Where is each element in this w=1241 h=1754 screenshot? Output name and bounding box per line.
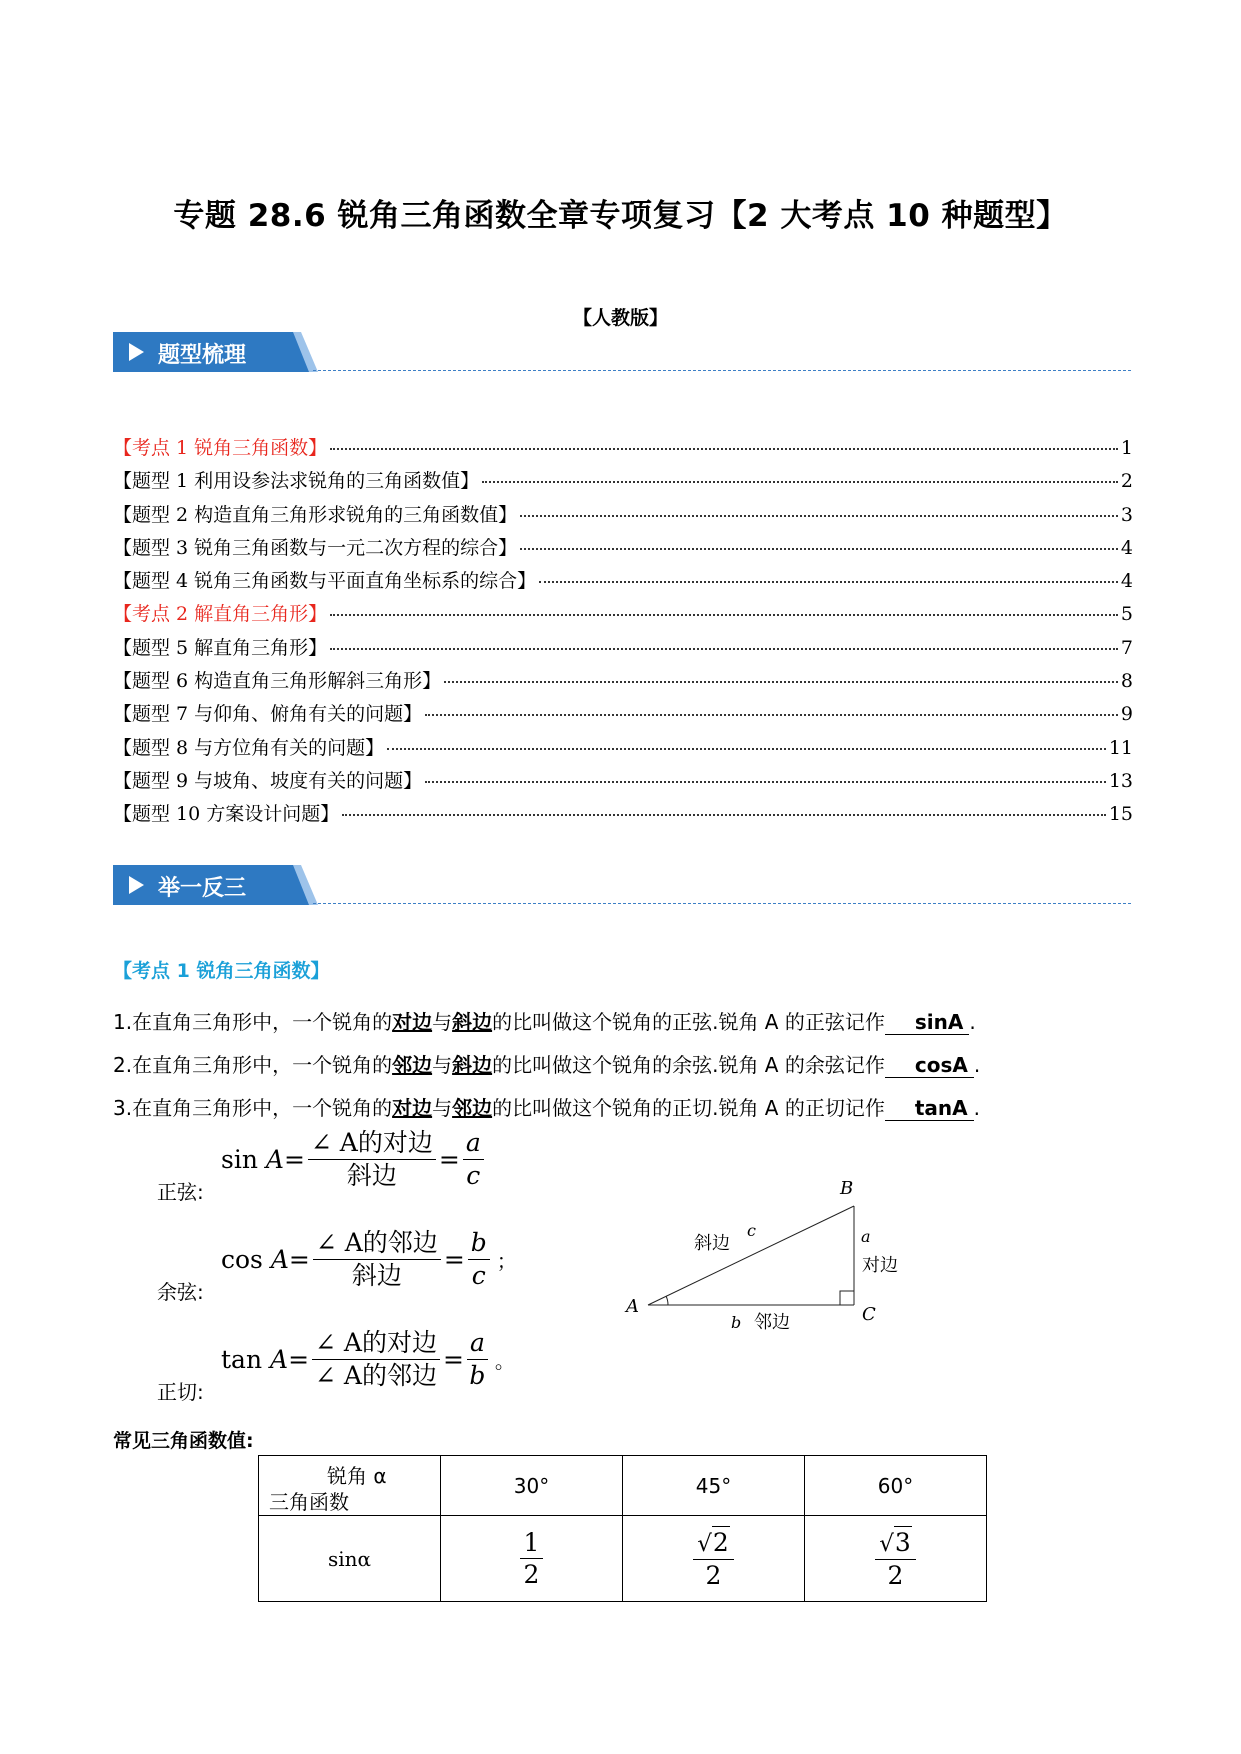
section-header-examples (113, 865, 1131, 905)
divider (313, 370, 1131, 371)
formula-cosine: cos A = $\frac{\text{∠ A的邻边}}{\text{斜边}}$ = $\frac{b}{c}$ ； (221, 1228, 517, 1290)
toc-leader-dots (425, 781, 1106, 783)
toc-item[interactable] (113, 566, 1133, 599)
toc-item-title: 【题型 5 解直角三角形】 (113, 636, 328, 659)
angle-header: 45° (623, 1456, 805, 1516)
side-b-label: b (731, 1313, 742, 1332)
angle-arc (666, 1296, 668, 1305)
toc-item[interactable] (113, 599, 1133, 632)
right-angle-mark (840, 1291, 854, 1305)
toc-item[interactable] (113, 666, 1133, 699)
value-cell: √ 2 2 (623, 1516, 805, 1602)
adjacent-text: 邻边 (754, 1312, 790, 1333)
toc-item-title: 【题型 7 与仰角、俯角有关的问题】 (113, 703, 423, 726)
toc-item-page: 2 (1120, 470, 1133, 493)
answer-blank: tanA (885, 1096, 974, 1121)
play-triangle-icon (129, 343, 144, 361)
section-header-toc (113, 332, 1131, 372)
toc-leader-dots (342, 814, 1106, 816)
toc-item-page: 4 (1120, 570, 1133, 593)
formula-label-tangent: 正切: (157, 1380, 204, 1404)
kp1-heading: 【考点 1 锐角三角函数】 (113, 960, 330, 982)
toc-item-title: 【题型 3 锐角三角函数与一元二次方程的综合】 (113, 536, 518, 559)
common-values-label: 常见三角函数值: (113, 1430, 254, 1452)
toc-leader-dots (330, 614, 1118, 616)
section-title: 举一反三 (158, 876, 247, 901)
answer-blank: sinA (885, 1010, 969, 1035)
toc-item-page: 11 (1108, 736, 1133, 759)
toc-item-page: 9 (1120, 703, 1133, 726)
toc-leader-dots (330, 448, 1118, 450)
row-label: sinα (259, 1516, 441, 1602)
definition-sine: 1.在直角三角形中，一个锐角的对边与斜边的比叫做这个锐角的正弦.锐角 A 的正弦记作 sinA . (113, 1010, 976, 1034)
toc-leader-dots (387, 748, 1106, 750)
formula-tangent: tan A = $\frac{\text{∠ A的对边}}{\text{∠ A的邻边}}$ = $\frac{a}{b}$ 。 (221, 1328, 515, 1390)
toc-item-title: 【题型 4 锐角三角函数与平面直角坐标系的综合】 (113, 570, 537, 593)
right-triangle-diagram (614, 1170, 914, 1340)
trig-values-table (258, 1455, 987, 1602)
toc-item-page: 15 (1108, 803, 1133, 826)
toc-leader-dots (539, 581, 1118, 583)
toc-leader-dots (330, 648, 1118, 650)
divider (313, 903, 1131, 904)
table-of-contents (113, 433, 1133, 833)
toc-item[interactable] (113, 466, 1133, 499)
edition-label: 【人教版】 (572, 307, 668, 329)
definition-tangent: 3.在直角三角形中，一个锐角的对边与邻边的比叫做这个锐角的正切.锐角 A 的正切记作 tanA . (113, 1096, 980, 1120)
toc-item[interactable] (113, 799, 1133, 832)
toc-item-title: 【题型 9 与坡角、坡度有关的问题】 (113, 769, 423, 792)
toc-item-title: 【题型 10 方案设计问题】 (113, 803, 340, 826)
formula-label-sine: 正弦: (157, 1180, 204, 1204)
toc-item-title: 【考点 2 解直角三角形】 (113, 603, 328, 626)
side-c-label: c (747, 1221, 756, 1240)
toc-item[interactable] (113, 500, 1133, 533)
toc-item-page: 5 (1120, 603, 1133, 626)
formula-label-cosine: 余弦: (157, 1280, 204, 1304)
toc-leader-dots (520, 548, 1118, 550)
toc-leader-dots (444, 681, 1118, 683)
angle-header: 30° (441, 1456, 623, 1516)
toc-item[interactable] (113, 766, 1133, 799)
toc-item-title: 【题型 6 构造直角三角形解斜三角形】 (113, 670, 442, 693)
header-corner-cell: 锐角 α 三角函数 (259, 1456, 441, 1516)
vertex-a-label: A (626, 1296, 639, 1317)
hypotenuse-text: 斜边 (694, 1233, 730, 1254)
toc-item-page: 8 (1120, 670, 1133, 693)
toc-item-title: 【题型 1 利用设参法求锐角的三角函数值】 (113, 470, 480, 493)
play-triangle-icon (129, 876, 144, 894)
table-row (259, 1516, 987, 1602)
angle-header: 60° (805, 1456, 987, 1516)
value-cell: √ 3 2 (805, 1516, 987, 1602)
toc-item[interactable] (113, 533, 1133, 566)
section-title: 题型梳理 (158, 343, 247, 368)
toc-item-page: 3 (1120, 503, 1133, 526)
toc-item[interactable] (113, 699, 1133, 732)
toc-item-page: 1 (1120, 437, 1133, 459)
toc-leader-dots (482, 481, 1118, 483)
toc-item-title: 【题型 2 构造直角三角形求锐角的三角函数值】 (113, 503, 518, 526)
value-cell: $\frac{1}{2}$ (441, 1516, 623, 1602)
toc-item-page: 13 (1108, 769, 1133, 792)
document-title: 专题 28.6 锐角三角函数全章专项复习【2 大考点 10 种题型】 (173, 198, 1068, 234)
table-header-row (259, 1456, 987, 1516)
side-a-label: a (861, 1227, 871, 1246)
toc-item-title: 【考点 1 锐角三角函数】 (113, 437, 328, 459)
formula-sine: sin A = $\frac{\text{∠ A的对边}}{\text{斜边}}$ = $\frac{a}{c}$ (221, 1128, 491, 1191)
definition-cosine: 2.在直角三角形中，一个锐角的邻边与斜边的比叫做这个锐角的余弦.锐角 A 的余弦记作 cosA . (113, 1053, 981, 1077)
toc-leader-dots (520, 515, 1118, 517)
toc-item-title: 【题型 8 与方位角有关的问题】 (113, 736, 385, 759)
toc-item[interactable] (113, 733, 1133, 766)
toc-item[interactable] (113, 633, 1133, 666)
toc-leader-dots (425, 714, 1118, 716)
vertex-b-label: B (840, 1178, 854, 1199)
toc-item[interactable] (113, 433, 1133, 466)
toc-item-page: 4 (1120, 536, 1133, 559)
vertex-c-label: C (862, 1304, 876, 1325)
answer-blank: cosA (885, 1053, 974, 1078)
toc-item-page: 7 (1120, 636, 1133, 659)
opposite-text: 对边 (862, 1255, 898, 1276)
